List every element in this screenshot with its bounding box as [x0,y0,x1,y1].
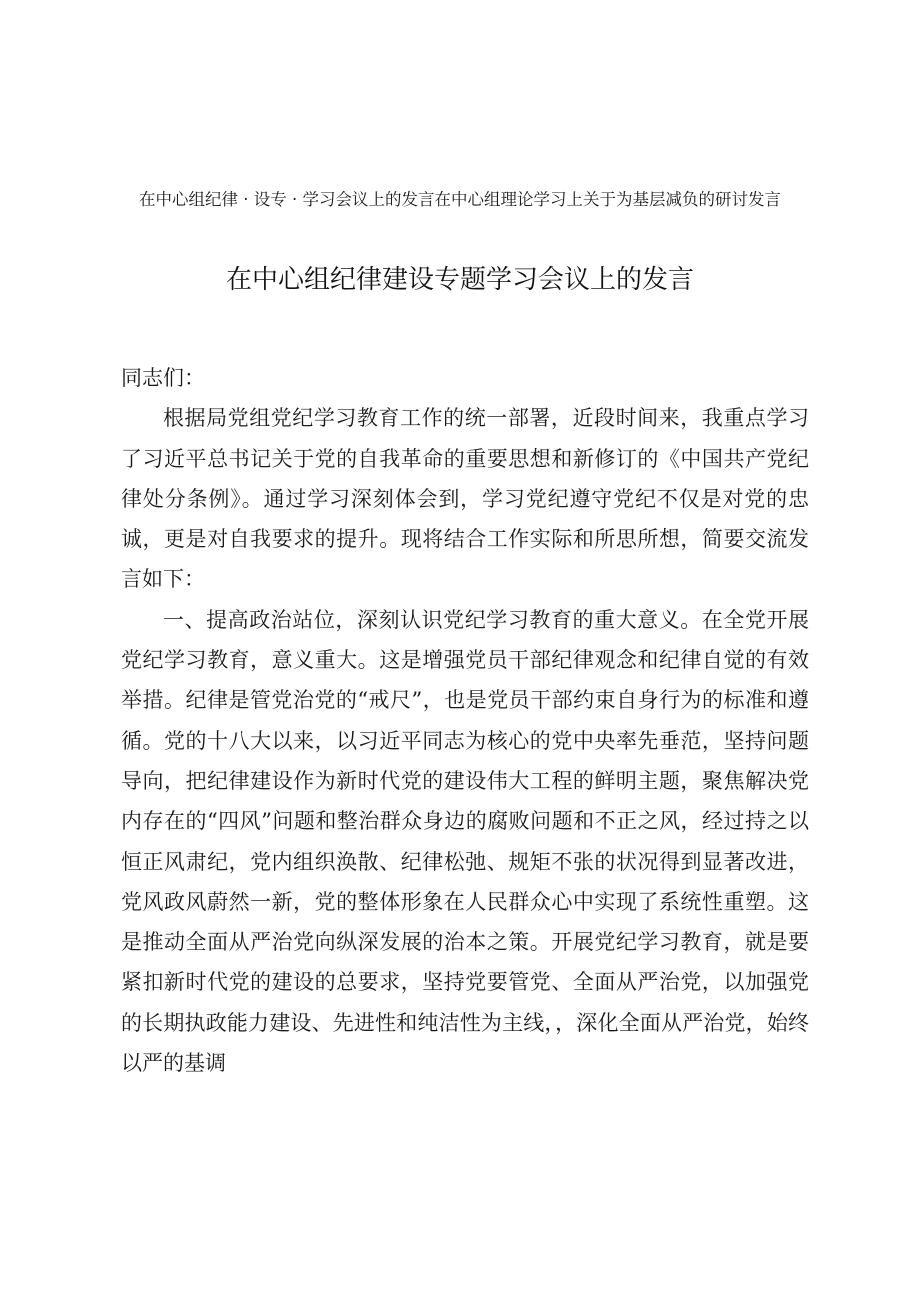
document-body [121,358,809,1083]
paragraph-section-one: 一、提高政治站位，深刻认识党纪学习教育的重大意义。在全党开展党纪学习教育，意义重大。这是增强党员干部纪律观念和纪律自觉的有效举措。纪律是管党治党的“戒尺”，也是党员干部约束自身行为的标准和遵循。党的十八大以来，以习近平同志为核心的党中央率先垂范，坚持问题导向，把纪律建设作为新时代党的建设伟大工程的鲜明主题，聚焦解决党内存在的“四风”问题和整治群众身边的腐败问题和不正之风，经过持之以恒正风肃纪，党内组织涣散、纪律松弛、规矩不张的状况得到显著改进，党风政风蔚然一新，党的整体形象在人民群众心中实现了系统性重塑。这是推动全面从严治党向纵深发展的治本之策。开展党纪学习教育，就是要紧扣新时代党的建设的总要求，坚持党要管党、全面从严治党，以加强党的长期执政能力建设、先进性和纯洁性为主线，，深化全面从严治党，始终以严的基调 [121,607,809,1076]
paragraph-intro: 根据局党组党纪学习教育工作的统一部署，近段时间来，我重点学习了习近平总书记关于党的自我革命的重要思想和新修订的《中国共产党纪律处分条例》。通过学习深刻体会到，学习党纪遵守党纪不仅是对党的忠诚，更是对自我要求的提升。现将结合工作实际和所思所想，简要交流发言如下： [121,406,809,592]
document-header: 在中心组纪律 · 设专 · 学习会议上的发言在中心组理论学习上关于为基层减负的研讨发言 [139,190,781,209]
salutation: 同志们： [121,366,205,390]
document-title: 在中心组纪律建设专题学习会议上的发言 [225,265,694,295]
